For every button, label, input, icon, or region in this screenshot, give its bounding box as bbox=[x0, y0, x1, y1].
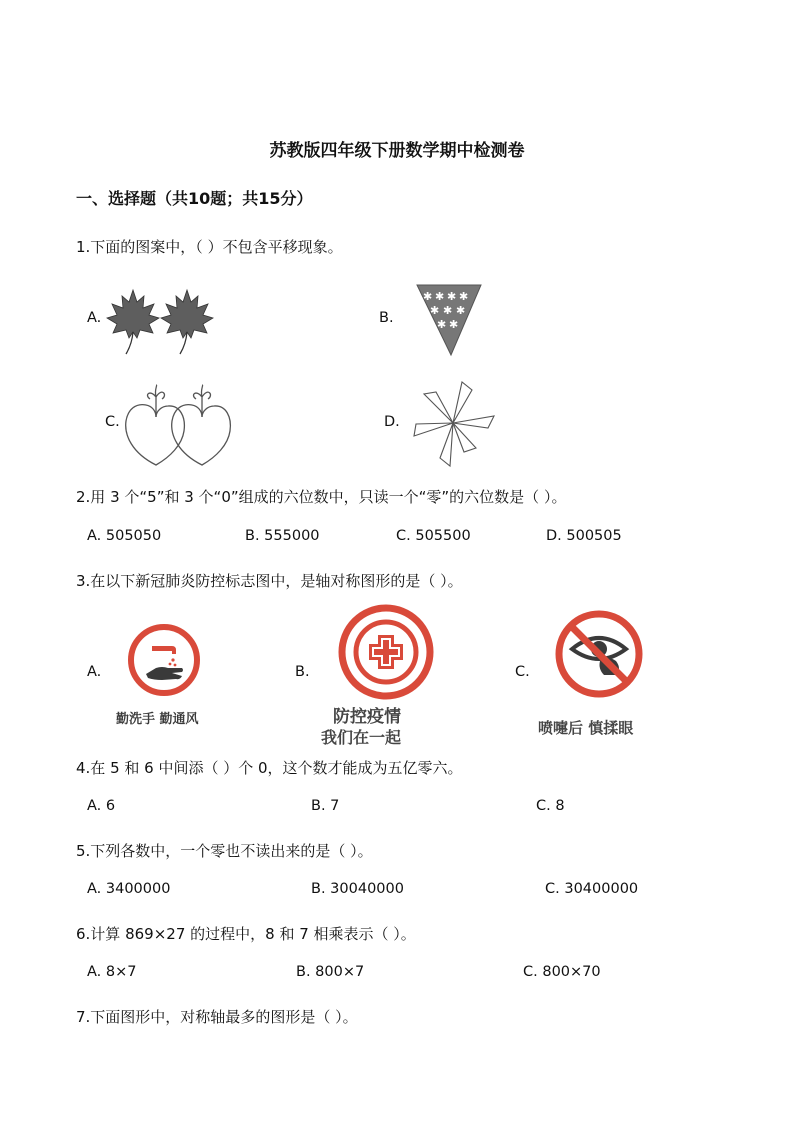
q4-option-c: C. 8 bbox=[536, 798, 565, 814]
svg-text:✱: ✱ bbox=[430, 304, 440, 317]
question-2-stem: 2.用 3 个“5”和 3 个“0”组成的六位数中，只读一个“零”的六位数是（ ）。 bbox=[76, 488, 567, 506]
svg-text:✱: ✱ bbox=[449, 318, 459, 331]
q3-option-b-caption-line1: 防控疫情 bbox=[333, 707, 401, 727]
q5-option-a: A. 3400000 bbox=[87, 881, 171, 897]
q5-option-c: C. 30400000 bbox=[545, 881, 639, 897]
hearts-figure bbox=[122, 383, 234, 468]
question-5-stem: 5.下列各数中，一个零也不读出来的是（ ）。 bbox=[76, 842, 373, 860]
question-4-stem: 4.在 5 和 6 中间添（ ）个 0，这个数才能成为五亿零六。 bbox=[76, 759, 463, 777]
svg-text:✱: ✱ bbox=[447, 290, 457, 303]
pinwheel-figure bbox=[410, 378, 496, 468]
q3-option-c-caption: 喷嚏后 慎揉眼 bbox=[538, 719, 634, 737]
page-title: 苏教版四年级下册数学期中检测卷 bbox=[269, 141, 525, 161]
q3-option-b-caption-line2: 我们在一起 bbox=[321, 728, 402, 747]
question-7-stem: 7.下面图形中，对称轴最多的图形是（ ）。 bbox=[76, 1008, 358, 1026]
question-1-stem: 1.下面的图案中，（ ）不包含平移现象。 bbox=[76, 238, 343, 256]
question-6-stem: 6.计算 869×27 的过程中，8 和 7 相乘表示（ ）。 bbox=[76, 925, 416, 943]
hand-washing-icon bbox=[128, 624, 200, 696]
q2-option-b: B. 555000 bbox=[245, 528, 320, 544]
q1-option-a-label: A. bbox=[87, 310, 102, 326]
q2-option-d: D. 500505 bbox=[546, 528, 622, 544]
svg-text:✱: ✱ bbox=[423, 290, 433, 303]
svg-text:✱: ✱ bbox=[443, 304, 453, 317]
q1-option-c-label: C. bbox=[105, 414, 120, 430]
question-3-stem: 3.在以下新冠肺炎防控标志图中，是轴对称图形的是（ ）。 bbox=[76, 572, 463, 590]
q5-option-b: B. 30040000 bbox=[311, 881, 404, 897]
q1-option-d-label: D. bbox=[384, 414, 400, 430]
q1-option-b-label: B. bbox=[379, 310, 394, 326]
q3-option-b-label: B. bbox=[295, 664, 310, 680]
q2-option-a: A. 505050 bbox=[87, 528, 162, 544]
q3-option-a-label: A. bbox=[87, 664, 102, 680]
svg-text:✱: ✱ bbox=[435, 290, 445, 303]
section-heading: 一、选择题（共10题；共15分） bbox=[76, 189, 313, 208]
q3-option-c-label: C. bbox=[515, 664, 530, 680]
svg-text:✱: ✱ bbox=[437, 318, 447, 331]
svg-text:✱: ✱ bbox=[456, 304, 466, 317]
maple-leaves-figure bbox=[104, 288, 219, 356]
q4-option-b: B. 7 bbox=[311, 798, 340, 814]
q6-option-a: A. 8×7 bbox=[87, 964, 137, 980]
red-cross-icon bbox=[333, 604, 439, 700]
triangle-snowflakes-figure bbox=[416, 284, 482, 356]
q6-option-b: B. 800×7 bbox=[296, 964, 365, 980]
svg-text:✱: ✱ bbox=[459, 290, 469, 303]
q3-option-a-caption: 勤洗手 勤通风 bbox=[116, 712, 199, 727]
no-eye-rubbing-icon bbox=[554, 609, 644, 699]
q2-option-c: C. 505500 bbox=[396, 528, 471, 544]
q4-option-a: A. 6 bbox=[87, 798, 116, 814]
q6-option-c: C. 800×70 bbox=[523, 964, 601, 980]
